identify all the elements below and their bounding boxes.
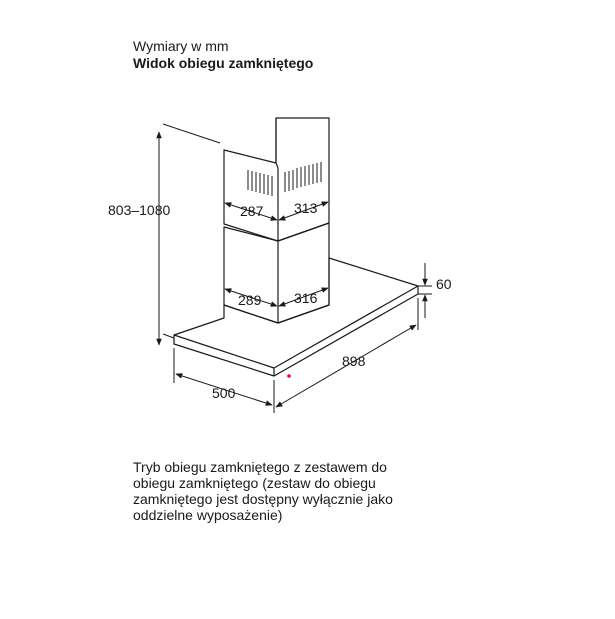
description-note: Tryb obiegu zamkniętego z zestawem do obiegu zamkniętego (zestaw do obiegu zamkniętego jest dostępny wyłącznie jako oddzielne wyposażenie) xyxy=(133,459,393,523)
dimension-canopy-thickness xyxy=(418,263,432,318)
status-indicator xyxy=(287,374,291,378)
label-lower-chimney-right: 316 xyxy=(294,290,318,306)
label-canopy-width: 898 xyxy=(342,353,366,369)
hood-outline xyxy=(174,118,418,376)
dimension-total-height xyxy=(159,124,220,345)
label-upper-chimney-left: 287 xyxy=(240,203,264,219)
canopy xyxy=(174,258,418,376)
label-lower-chimney-left: 289 xyxy=(238,292,262,308)
units-label: Wymiary w mm xyxy=(133,38,229,54)
label-canopy-depth: 500 xyxy=(212,385,236,401)
view-title: Widok obiegu zamkniętego xyxy=(133,55,314,71)
vent-slots xyxy=(248,162,321,196)
label-total-height: 803–1080 xyxy=(108,202,171,218)
label-canopy-thickness: 60 xyxy=(436,276,452,292)
lower-chimney xyxy=(224,223,329,323)
label-upper-chimney-right: 313 xyxy=(294,200,318,216)
